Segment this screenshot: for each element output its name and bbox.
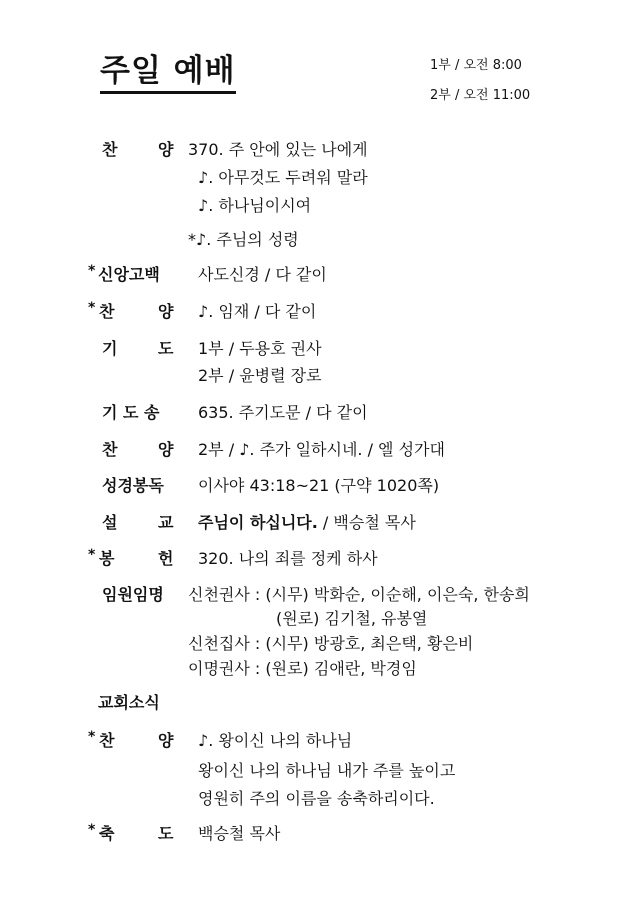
label-hymn: 양 (158, 440, 174, 459)
label-scripture: 성경봉독 (102, 476, 164, 495)
label-sermon: 교 (158, 513, 174, 532)
appointment-line: (원로) 김기철, 유봉열 (276, 609, 428, 628)
label-sermon: 설 (102, 513, 118, 532)
hymn-line: ♪. 왕이신 나의 하나님 (198, 731, 353, 750)
standing-marker: * (88, 822, 96, 838)
label-hymn: 찬 (99, 731, 115, 750)
page-title: 주일 예배 (100, 52, 236, 94)
label-creed: 신앙고백 (98, 265, 160, 284)
sermon-title: 주님이 하십니다. (198, 513, 318, 532)
choir-hymn-text: 2부 / ♪. 주가 일하시네. / 엘 성가대 (198, 440, 445, 459)
standing-marker: * (88, 547, 96, 563)
label-prayer: 기 (102, 339, 118, 358)
label-offering: 헌 (158, 549, 174, 568)
scripture-text: 이사야 43:18~21 (구약 1020쪽) (198, 476, 440, 495)
label-hymn: 양 (158, 302, 174, 321)
hymn-line: *♪. 주님의 성령 (188, 230, 299, 249)
sermon-preacher: / 백승철 목사 (317, 513, 416, 532)
label-hymn: 찬 (102, 140, 118, 159)
standing-marker: * (88, 729, 96, 745)
creed-text: 사도신경 / 다 같이 (198, 265, 327, 284)
hymn-line: 370. 주 안에 있는 나에게 (188, 140, 368, 159)
hymn-lyrics-line: 영원히 주의 이름을 송축하리이다. (198, 789, 435, 808)
label-hymn: 찬 (99, 302, 115, 321)
hymn-line: ♪. 아무것도 두려워 말라 (198, 168, 368, 187)
hymn-line: ♪. 임재 / 다 같이 (198, 302, 317, 321)
offering-text: 320. 나의 죄를 정케 하사 (198, 549, 378, 568)
label-prayer: 도 (158, 339, 174, 358)
label-benediction: 도 (158, 824, 174, 843)
appointment-line: 신천집사 : (시무) 방광호, 최은택, 황은비 (188, 634, 474, 653)
hymn-lyrics-line: 왕이신 나의 하나님 내가 주를 높이고 (198, 761, 456, 780)
label-hymn: 양 (158, 140, 174, 159)
appointment-line: 신천권사 : (시무) 박화순, 이순해, 이은숙, 한송희 (188, 585, 530, 604)
standing-marker: * (88, 263, 96, 279)
label-hymn: 양 (158, 731, 174, 750)
label-benediction: 축 (99, 824, 115, 843)
prayer-line: 1부 / 두용호 권사 (198, 339, 322, 358)
label-offering: 봉 (99, 549, 115, 568)
prayer-line: 2부 / 윤병렬 장로 (198, 366, 322, 385)
label-church-news: 교회소식 (98, 693, 160, 712)
sermon-line (198, 510, 416, 533)
service-time-2: 2부 / 오전 11:00 (430, 88, 531, 103)
benediction-text: 백승철 목사 (198, 824, 281, 843)
standing-marker: * (88, 300, 96, 316)
label-prayer-song: 기 도 송 (102, 403, 160, 422)
hymn-line: ♪. 하나님이시여 (198, 196, 312, 215)
service-time-1: 1부 / 오전 8:00 (430, 58, 522, 73)
label-appointment: 임원임명 (102, 585, 164, 604)
prayer-song-text: 635. 주기도문 / 다 같이 (198, 403, 368, 422)
appointment-line: 이명권사 : (원로) 김애란, 박경임 (188, 659, 417, 678)
label-hymn: 찬 (102, 440, 118, 459)
